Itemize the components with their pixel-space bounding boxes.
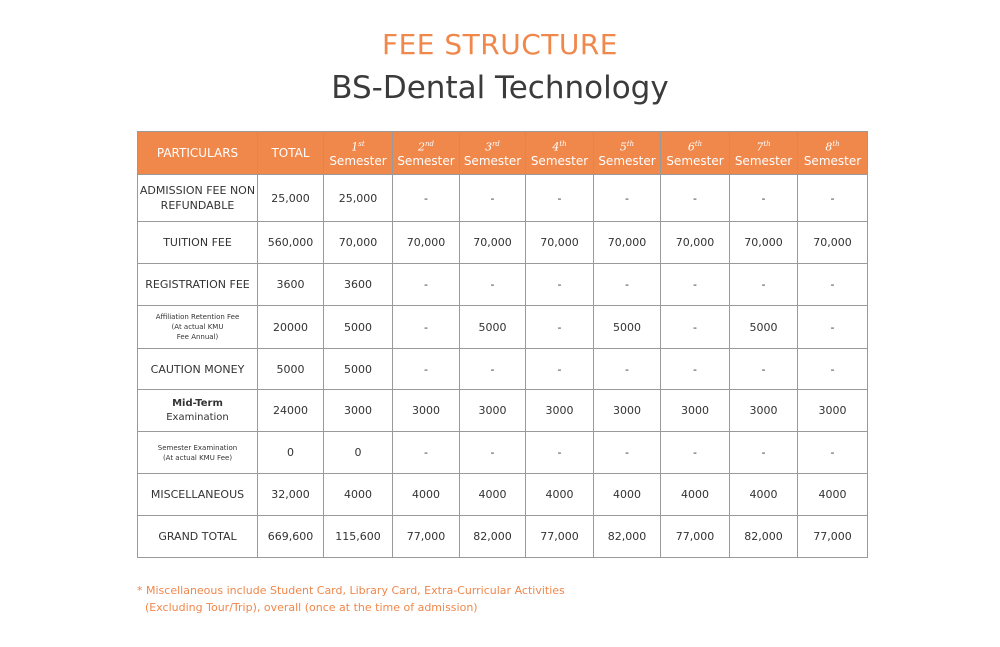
semester-cell: - [460, 264, 526, 306]
semester-cell: 4000 [324, 474, 393, 516]
page-title: FEE STRUCTURE [381, 28, 618, 61]
semester-cell: - [393, 306, 460, 349]
semester-cell: - [526, 264, 594, 306]
semester-cell: - [730, 264, 798, 306]
semester-cell: - [798, 306, 868, 349]
fee-table [137, 131, 868, 558]
header-semester-1: 1st Semester [324, 132, 393, 175]
header-total: TOTAL [258, 132, 324, 175]
semester-cell: - [460, 432, 526, 474]
semester-cell: 3000 [730, 390, 798, 432]
row-tuition-fee [138, 222, 868, 264]
semester-cell: - [594, 264, 661, 306]
row-total: 669,600 [258, 516, 324, 558]
semester-cell: 115,600 [324, 516, 393, 558]
row-total: 560,000 [258, 222, 324, 264]
semester-cell: - [798, 349, 868, 390]
header-semester-8: 8th Semester [798, 132, 868, 175]
semester-cell: 25,000 [324, 175, 393, 222]
semester-cell: 5000 [460, 306, 526, 349]
semester-cell: 82,000 [460, 516, 526, 558]
row-label: ADMISSION FEE NON REFUNDABLE [138, 175, 258, 222]
footnote-line-1: * Miscellaneous include Student Card, Library Card, Extra-Curricular Activities [137, 584, 565, 597]
row-mid-term-examination [138, 390, 868, 432]
header-semester-2: 2nd Semester [393, 132, 460, 175]
semester-cell: 3600 [324, 264, 393, 306]
semester-cell: 5000 [730, 306, 798, 349]
footnote [137, 582, 565, 616]
semester-cell: - [526, 432, 594, 474]
row-miscellaneous [138, 474, 868, 516]
semester-cell: 3000 [661, 390, 730, 432]
row-admission-fee [138, 175, 868, 222]
semester-cell: 3000 [798, 390, 868, 432]
row-total: 3600 [258, 264, 324, 306]
semester-ordinal: 1st [351, 140, 365, 154]
semester-cell: - [460, 175, 526, 222]
row-label: Semester Examination (At actual KMU Fee) [138, 432, 258, 474]
semester-cell: - [526, 306, 594, 349]
semester-cell: 4000 [393, 474, 460, 516]
semester-cell: 70,000 [526, 222, 594, 264]
semester-cell: 70,000 [661, 222, 730, 264]
footnote-line-2: (Excluding Tour/Trip), overall (once at the time of admission) [145, 601, 478, 614]
row-label: Affiliation Retention Fee (At actual KMU Fee Annual) [138, 306, 258, 349]
semester-cell: 4000 [730, 474, 798, 516]
row-total: 0 [258, 432, 324, 474]
semester-ordinal: 7th [756, 140, 771, 154]
semester-cell: 70,000 [324, 222, 393, 264]
semester-cell: - [594, 432, 661, 474]
program-subtitle: BS-Dental Technology [331, 70, 669, 106]
semester-cell: - [393, 264, 460, 306]
row-total: 25,000 [258, 175, 324, 222]
semester-cell: - [798, 264, 868, 306]
row-total: 5000 [258, 349, 324, 390]
row-total: 20000 [258, 306, 324, 349]
semester-cell: 70,000 [798, 222, 868, 264]
semester-cell: - [393, 432, 460, 474]
row-label: CAUTION MONEY [138, 349, 258, 390]
row-label: MISCELLANEOUS [138, 474, 258, 516]
header-semester-3: 3rd Semester [460, 132, 526, 175]
semester-cell: - [661, 264, 730, 306]
row-total: 24000 [258, 390, 324, 432]
semester-cell: 3000 [594, 390, 661, 432]
semester-ordinal: 3rd [485, 140, 500, 154]
semester-cell: 77,000 [526, 516, 594, 558]
semester-cell: - [460, 349, 526, 390]
row-label: REGISTRATION FEE [138, 264, 258, 306]
row-registration-fee [138, 264, 868, 306]
semester-cell: - [661, 306, 730, 349]
row-semester-examination [138, 432, 868, 474]
semester-cell: 5000 [324, 349, 393, 390]
row-label: Mid-Term Examination [138, 390, 258, 432]
semester-cell: 77,000 [798, 516, 868, 558]
semester-cell: 82,000 [730, 516, 798, 558]
semester-ordinal: 4th [552, 140, 567, 154]
row-total: 32,000 [258, 474, 324, 516]
semester-cell: - [526, 175, 594, 222]
semester-cell: 70,000 [730, 222, 798, 264]
semester-cell: - [393, 349, 460, 390]
semester-cell: - [798, 175, 868, 222]
semester-ordinal: 6th [687, 140, 703, 154]
semester-cell: - [661, 432, 730, 474]
semester-cell: 70,000 [594, 222, 661, 264]
header-row [138, 132, 868, 175]
semester-cell: 3000 [526, 390, 594, 432]
semester-cell: 70,000 [460, 222, 526, 264]
header-semester-7: 7th Semester [730, 132, 798, 175]
semester-cell: - [730, 432, 798, 474]
semester-cell: 3000 [324, 390, 393, 432]
row-caution-money [138, 349, 868, 390]
semester-cell: 0 [324, 432, 393, 474]
semester-cell: - [594, 175, 661, 222]
semester-cell: 3000 [460, 390, 526, 432]
row-label: TUITION FEE [138, 222, 258, 264]
semester-cell: 82,000 [594, 516, 661, 558]
semester-cell: 4000 [661, 474, 730, 516]
semester-cell: 70,000 [393, 222, 460, 264]
row-grand-total [138, 516, 868, 558]
header-semester-4: 4th Semester [526, 132, 594, 175]
semester-cell: - [393, 175, 460, 222]
header-semester-5: 5th Semester [594, 132, 661, 175]
semester-cell: 3000 [393, 390, 460, 432]
header-semester-6: 6th Semester [661, 132, 730, 175]
semester-cell: 4000 [526, 474, 594, 516]
semester-cell: 5000 [324, 306, 393, 349]
semester-cell: 77,000 [393, 516, 460, 558]
row-label: GRAND TOTAL [138, 516, 258, 558]
semester-cell: 4000 [594, 474, 661, 516]
semester-cell: 5000 [594, 306, 661, 349]
row-affiliation-retention-fee [138, 306, 868, 349]
semester-cell: - [730, 175, 798, 222]
semester-ordinal: 5th [619, 140, 635, 154]
semester-ordinal: 2nd [418, 140, 434, 154]
semester-cell: - [526, 349, 594, 390]
semester-cell: 4000 [460, 474, 526, 516]
semester-ordinal: 8th [825, 140, 840, 154]
semester-cell: - [798, 432, 868, 474]
semester-cell: - [661, 349, 730, 390]
semester-cell: - [661, 175, 730, 222]
header-particulars: PARTICULARS [138, 132, 258, 175]
semester-cell: 77,000 [661, 516, 730, 558]
semester-cell: - [594, 349, 661, 390]
semester-cell: - [730, 349, 798, 390]
semester-cell: 4000 [798, 474, 868, 516]
